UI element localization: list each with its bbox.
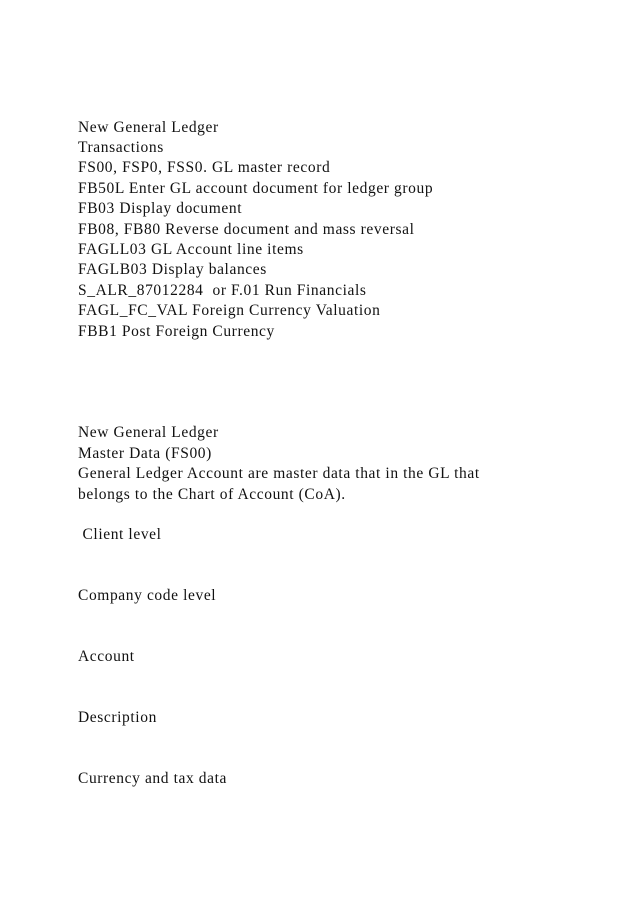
level-item-account: Account (78, 648, 135, 665)
level-item-description: Description (78, 709, 157, 726)
transaction-item: FAGLB03 Display balances (78, 261, 267, 278)
transaction-item: FB03 Display document (78, 200, 243, 217)
transaction-item: FB50L Enter GL account document for ledger group (78, 180, 434, 197)
section2-subheading: Master Data (FS00) (78, 445, 212, 462)
section2-heading: New General Ledger (78, 424, 219, 441)
description-line: belongs to the Chart of Account (CoA). (78, 486, 346, 503)
transaction-item: FBB1 Post Foreign Currency (78, 323, 275, 340)
transaction-item: FS00, FSP0, FSS0. GL master record (78, 159, 331, 176)
transaction-item: FB08, FB80 Reverse document and mass reversal (78, 221, 415, 238)
description-line: General Ledger Account are master data that in the GL that (78, 465, 480, 482)
section1-subheading: Transactions (78, 139, 164, 156)
level-item-currency-tax: Currency and tax data (78, 770, 228, 787)
section1-heading: New General Ledger (78, 119, 219, 136)
transaction-item: FAGLL03 GL Account line items (78, 241, 304, 258)
level-item-company-code: Company code level (78, 587, 217, 604)
transaction-item: S_ALR_87012284 or F.01 Run Financials (78, 282, 367, 299)
transaction-item: FAGL_FC_VAL Foreign Currency Valuation (78, 302, 381, 319)
level-item-client: Client level (78, 526, 162, 543)
